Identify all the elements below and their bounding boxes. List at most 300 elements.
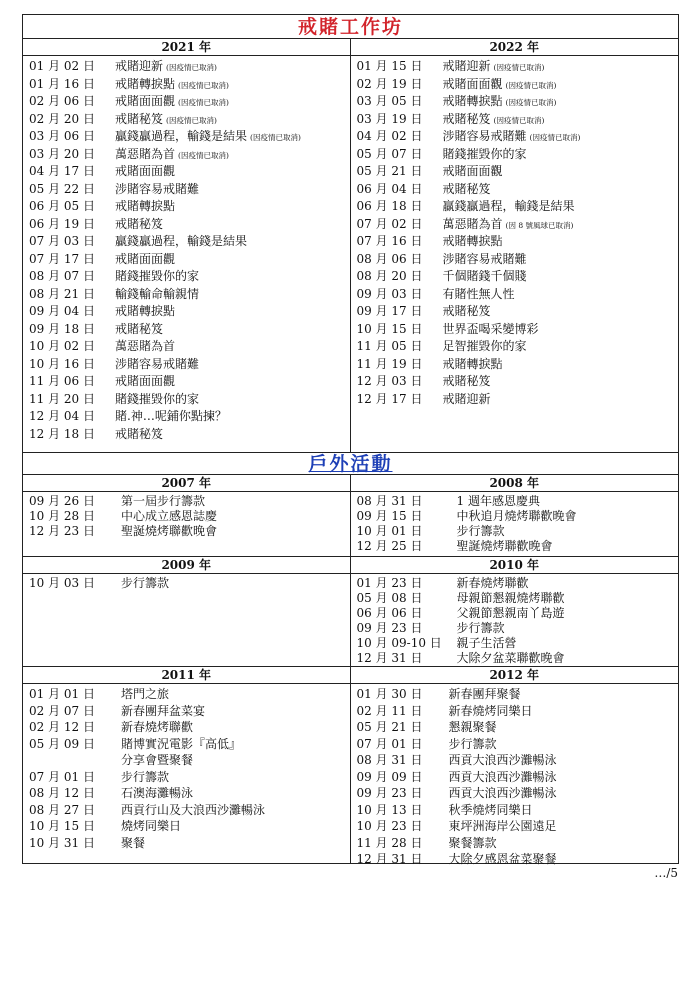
item-title	[443, 251, 679, 269]
item-text: 聚餐籌款	[448, 835, 497, 850]
item-date: 05 月 21 日	[356, 164, 423, 178]
item-title	[457, 636, 679, 651]
item-date: 05 月 07 日	[356, 146, 423, 161]
year-2012-list	[351, 684, 679, 868]
activity-table	[22, 14, 679, 864]
list-item	[29, 509, 350, 524]
item-text: 1 週年感恩慶典	[456, 494, 540, 508]
item-title	[443, 163, 679, 181]
item-title	[457, 524, 679, 539]
item-title	[115, 408, 350, 426]
list-item	[29, 736, 350, 753]
item-date: 09 月 15 日	[356, 509, 423, 523]
list-item	[357, 686, 679, 703]
item-text: 戒賭面面觀	[442, 164, 503, 178]
item-title	[443, 233, 679, 251]
list-item	[29, 251, 350, 269]
item-date: 11 月 28 日	[356, 835, 423, 850]
cancel-note: (因疫情已取消)	[178, 150, 229, 160]
item-title	[443, 373, 679, 391]
item-date: 10 月 09-10 日	[356, 636, 442, 650]
item-text: 戒賭秘笈	[442, 181, 491, 196]
item-title	[443, 303, 679, 321]
list-item	[29, 719, 350, 736]
item-title	[115, 268, 350, 286]
item-title	[449, 802, 679, 819]
list-item	[29, 111, 350, 129]
list-item	[29, 93, 350, 111]
list-item	[357, 391, 679, 409]
year-2021-list	[23, 56, 350, 443]
item-title	[121, 509, 350, 524]
item-text: 戒賭秘笈	[115, 321, 164, 336]
year-2022-column	[351, 39, 679, 452]
item-title	[115, 128, 350, 146]
item-date: 08 月 06 日	[356, 251, 423, 266]
item-date: 03 月 06 日	[29, 129, 95, 143]
item-date: 02 月 07 日	[29, 703, 95, 718]
list-item	[357, 576, 679, 591]
list-item	[357, 719, 679, 736]
list-item	[29, 321, 350, 339]
list-item	[357, 303, 679, 321]
item-date: 08 月 21 日	[29, 286, 95, 301]
item-date: 11 月 20 日	[29, 391, 95, 406]
item-title	[449, 686, 679, 703]
cancel-note: (因疫情已取消)	[493, 63, 545, 72]
cancel-note: (因 8 號風球已取消)	[505, 220, 574, 230]
item-title	[121, 785, 350, 802]
item-text: 西貢大浪西沙灘暢泳	[448, 753, 557, 767]
item-text: 世界盃喝采變博彩	[442, 321, 539, 336]
item-title	[449, 835, 679, 852]
item-text: 新春團拜聚餐	[448, 687, 521, 701]
item-text: 步行籌款	[121, 576, 170, 590]
list-item	[357, 736, 679, 753]
item-date: 08 月 31 日	[356, 494, 423, 508]
item-text: 懇親聚餐	[448, 720, 497, 734]
item-title	[443, 338, 679, 356]
item-text: 賭錢摧毀你的家	[442, 146, 527, 161]
item-date: 10 月 23 日	[356, 819, 423, 833]
list-item	[357, 651, 679, 666]
item-title	[115, 321, 350, 339]
item-title	[457, 651, 679, 666]
list-item	[357, 802, 679, 819]
item-text: 戒賭面面觀	[115, 94, 176, 108]
list-item	[357, 58, 679, 76]
year-2008-column	[351, 475, 679, 556]
list-item	[357, 539, 679, 554]
item-title	[449, 785, 679, 802]
item-title	[115, 391, 350, 409]
page-number: …/5	[654, 866, 678, 880]
cancel-note: (因疫情已取消)	[166, 63, 217, 72]
item-date: 04 月 17 日	[29, 164, 95, 178]
outdoor-row-2009-2010	[23, 557, 678, 667]
item-date: 09 月 09 日	[356, 769, 423, 784]
list-item	[29, 216, 350, 234]
item-date: 06 月 06 日	[356, 606, 423, 620]
list-item	[29, 818, 350, 835]
item-text: 戒賭轉捩點	[442, 356, 503, 371]
year-2012-header: 2012 年	[351, 667, 679, 684]
item-text: 步行籌款	[456, 524, 505, 538]
item-title	[449, 769, 679, 786]
item-text: 父親節懇親南丫島遊	[456, 606, 565, 620]
item-text: 親子生活營	[456, 636, 517, 650]
list-item	[29, 128, 350, 146]
list-item	[357, 524, 679, 539]
item-title	[115, 286, 350, 304]
item-text: 新春燒烤聯歡	[121, 720, 194, 734]
item-title	[115, 146, 350, 164]
item-date: 09 月 23 日	[356, 621, 423, 635]
item-title	[457, 539, 679, 554]
item-text: 賭錢摧毀你的家	[115, 391, 200, 406]
item-date: 05 月 21 日	[356, 720, 423, 734]
year-2007-column	[23, 475, 351, 556]
item-title	[443, 391, 679, 409]
cancel-note: (因疫情已取消)	[166, 115, 217, 125]
item-text: 戒賭轉捩點	[442, 94, 503, 108]
item-date: 05 月 09 日	[29, 736, 95, 751]
item-date: 01 月 02 日	[29, 59, 95, 73]
item-date: 12 月 03 日	[356, 374, 423, 388]
item-title	[115, 216, 350, 234]
list-item	[29, 146, 350, 164]
item-date: 10 月 02 日	[29, 339, 95, 353]
year-2009-header: 2009 年	[23, 557, 350, 574]
item-date: 12 月 23 日	[29, 524, 95, 538]
year-2021-column	[23, 39, 351, 452]
item-text: 戒賭秘笈	[115, 111, 164, 126]
item-date: 10 月 15 日	[356, 321, 423, 336]
item-text: 新春燒烤聯歡	[456, 576, 529, 590]
item-text: 有賭性無人性	[442, 286, 515, 301]
item-title	[115, 338, 350, 356]
item-text: 母親節懇親燒烤聯歡	[456, 591, 565, 605]
item-date: 05 月 22 日	[29, 181, 95, 196]
item-date: 10 月 16 日	[29, 356, 95, 371]
item-title	[121, 703, 350, 720]
year-2010-list	[351, 574, 679, 666]
item-date: 04 月 02 日	[356, 129, 423, 143]
item-title	[121, 802, 350, 819]
item-text: 戒賭秘笈	[115, 216, 164, 231]
item-title	[457, 576, 679, 591]
item-text: 新春團拜盆菜宴	[121, 703, 206, 718]
item-date: 01 月 16 日	[29, 76, 95, 91]
list-item	[357, 373, 679, 391]
item-text: 西貢大浪西沙灘暢泳	[448, 769, 557, 784]
item-text: 燒烤同樂日	[121, 819, 182, 833]
item-title	[121, 736, 350, 753]
list-item	[29, 835, 350, 852]
item-title	[115, 233, 350, 251]
list-item	[357, 233, 679, 251]
item-text: 賭錢摧毀你的家	[115, 269, 200, 283]
item-text: 戒賭轉捩點	[115, 76, 176, 91]
item-date: 08 月 20 日	[356, 269, 423, 283]
list-item	[29, 268, 350, 286]
item-title	[457, 621, 679, 636]
list-item	[29, 163, 350, 181]
item-date: 09 月 26 日	[29, 494, 95, 508]
list-item	[357, 163, 679, 181]
item-title	[457, 509, 679, 524]
year-2021-header: 2021 年	[23, 39, 350, 56]
item-text: 秋季燒烤同樂日	[448, 802, 533, 817]
item-title	[115, 356, 350, 374]
item-date: 08 月 31 日	[356, 753, 423, 767]
item-date: 09 月 18 日	[29, 321, 95, 336]
item-text: 戒賭秘笈	[442, 304, 491, 318]
item-text: 萬惡賭為首	[442, 216, 503, 231]
item-title	[115, 251, 350, 269]
cancel-note: (因疫情已取消)	[529, 133, 581, 142]
list-item	[357, 93, 679, 111]
item-title	[115, 373, 350, 391]
item-date: 12 月 18 日	[29, 426, 95, 441]
item-text: 賭.神…呢鋪你點揀？	[115, 409, 227, 423]
item-title	[115, 76, 350, 94]
item-text: 西貢行山及大浪西沙灘暢泳	[121, 802, 266, 817]
item-date: 02 月 11 日	[356, 703, 423, 718]
item-title	[121, 576, 350, 591]
list-item	[29, 785, 350, 802]
year-2011-column	[23, 667, 351, 863]
item-date: 10 月 31 日	[29, 835, 95, 850]
item-date: 10 月 13 日	[356, 802, 423, 817]
year-2012-column	[351, 667, 679, 866]
item-date: 10 月 01 日	[356, 524, 423, 538]
item-text: 戒賭迎新	[115, 59, 164, 73]
item-text: 戒賭轉捩點	[442, 234, 503, 248]
item-title	[443, 181, 679, 199]
item-date: 08 月 07 日	[29, 269, 95, 283]
item-text: 步行籌款	[456, 621, 505, 635]
list-item	[29, 576, 350, 591]
item-title	[443, 128, 679, 146]
item-date: 01 月 01 日	[29, 687, 95, 701]
outdoor-row-2011-2012	[23, 667, 678, 866]
item-date: 02 月 20 日	[29, 111, 95, 126]
item-date: 07 月 16 日	[356, 234, 423, 248]
item-title	[449, 752, 679, 769]
item-text: 涉賭容易戒賭難	[115, 356, 200, 371]
item-date: 08 月 12 日	[29, 786, 95, 800]
year-2022-header: 2022 年	[351, 39, 679, 56]
year-2008-header: 2008 年	[351, 475, 679, 492]
item-text: 戒賭秘笈	[442, 111, 491, 126]
item-text: 大除夕感恩盆菜聚餐	[448, 852, 557, 866]
item-date: 10 月 28 日	[29, 509, 95, 523]
list-item	[357, 321, 679, 339]
list-item	[357, 76, 679, 94]
item-text: 賭博實況電影『高低』	[121, 736, 242, 751]
item-date: 03 月 20 日	[29, 146, 95, 161]
item-date: 06 月 18 日	[356, 199, 423, 213]
item-date: 12 月 31 日	[356, 852, 423, 866]
item-text: 足智摧毀你的家	[442, 339, 527, 353]
item-date: 10 月 15 日	[29, 819, 95, 833]
item-title	[115, 198, 350, 216]
item-title	[115, 58, 350, 76]
list-item	[29, 524, 350, 539]
list-item	[357, 111, 679, 129]
item-text: 輸錢輸命輸親情	[115, 286, 200, 301]
year-2007-header: 2007 年	[23, 475, 350, 492]
item-date: 12 月 31 日	[356, 651, 423, 665]
item-text: 涉賭容易戒賭難	[442, 129, 527, 143]
item-date: 06 月 19 日	[29, 216, 95, 231]
list-item	[29, 373, 350, 391]
item-date: 01 月 15 日	[356, 59, 423, 73]
year-2011-list	[23, 684, 350, 851]
list-item	[357, 769, 679, 786]
item-title	[115, 93, 350, 111]
item-title	[443, 111, 679, 129]
item-text: 戒賭秘笈	[115, 426, 164, 441]
item-title	[449, 719, 679, 736]
item-date: 09 月 03 日	[356, 286, 423, 301]
list-item	[357, 286, 679, 304]
item-text: 萬惡賭為首	[115, 146, 176, 161]
item-text: 萬惡賭為首	[115, 339, 176, 353]
item-text: 戒賭面面觀	[115, 164, 176, 178]
item-date: 09 月 04 日	[29, 304, 95, 318]
item-text: 戒賭迎新	[442, 391, 491, 406]
list-item	[29, 338, 350, 356]
outdoor-row-2007-2008	[23, 475, 678, 557]
list-item	[29, 286, 350, 304]
item-text: 千個賭錢千個賤	[442, 269, 527, 283]
item-text: 新春燒烤同樂日	[448, 703, 533, 718]
item-title	[457, 606, 679, 621]
item-title	[121, 524, 350, 539]
list-item	[357, 835, 679, 852]
list-item	[29, 686, 350, 703]
list-item	[29, 408, 350, 426]
item-date: 12 月 04 日	[29, 409, 95, 423]
item-title	[443, 268, 679, 286]
item-text: 贏錢贏過程，輸錢是結果	[442, 199, 575, 213]
item-title	[443, 76, 679, 94]
item-text: 西貢大浪西沙灘暢泳	[448, 786, 557, 800]
item-date: 09 月 23 日	[356, 786, 423, 800]
cancel-note: (因疫情已取消)	[493, 115, 545, 125]
list-item	[357, 181, 679, 199]
item-text: 戒賭秘笈	[442, 374, 491, 388]
item-date: 09 月 17 日	[356, 304, 423, 318]
list-item	[29, 233, 350, 251]
item-text: 大除夕盆菜聯歡晚會	[456, 651, 565, 665]
item-date: 07 月 17 日	[29, 251, 95, 266]
cancel-note: (因疫情已取消)	[178, 80, 229, 90]
outdoor-activities-title: 戶外活動	[23, 453, 678, 475]
item-text: 步行籌款	[448, 736, 497, 751]
list-item	[29, 494, 350, 509]
item-title	[457, 494, 679, 509]
list-item	[357, 198, 679, 216]
item-title	[121, 719, 350, 736]
item-text: 中心成立感恩誌慶	[121, 509, 218, 523]
year-2009-list	[23, 574, 350, 591]
year-2022-list	[351, 56, 679, 408]
item-title	[443, 198, 679, 216]
item-title	[449, 736, 679, 753]
item-date: 06 月 04 日	[356, 181, 423, 196]
list-item	[357, 146, 679, 164]
cancel-note: (因疫情已取消)	[178, 98, 229, 107]
item-date: 07 月 01 日	[29, 769, 95, 784]
list-item	[29, 426, 350, 444]
item-title	[457, 591, 679, 606]
list-item	[29, 769, 350, 786]
item-date: 01 月 23 日	[356, 576, 423, 590]
item-date: 02 月 06 日	[29, 94, 95, 108]
item-text: 戒賭面面觀	[115, 374, 176, 388]
item-title	[121, 494, 350, 509]
item-text: 步行籌款	[121, 769, 170, 784]
year-2010-header: 2010 年	[351, 557, 679, 574]
item-title	[115, 426, 350, 444]
item-date: 11 月 19 日	[356, 356, 423, 371]
item-date: 12 月 25 日	[356, 539, 423, 553]
list-item	[357, 818, 679, 835]
gambling-workshop-title: 戒賭工作坊	[23, 15, 678, 39]
item-date: 07 月 02 日	[356, 216, 423, 231]
list-item	[29, 76, 350, 94]
item-date: 05 月 08 日	[356, 591, 423, 605]
item-title	[115, 163, 350, 181]
item-date: 03 月 05 日	[356, 94, 423, 108]
list-item	[357, 356, 679, 374]
item-title	[443, 58, 679, 76]
item-text: 第一屆步行籌款	[121, 494, 206, 508]
item-date: 07 月 01 日	[356, 736, 423, 751]
list-item	[357, 636, 679, 651]
item-date: 11 月 06 日	[29, 374, 95, 388]
item-title	[443, 356, 679, 374]
item-text: 戒賭面面觀	[442, 76, 503, 91]
list-item	[29, 391, 350, 409]
item-text: 涉賭容易戒賭難	[442, 251, 527, 266]
list-item	[29, 58, 350, 76]
list-item	[29, 802, 350, 819]
item-text: 聚餐	[121, 835, 146, 850]
item-title	[449, 851, 679, 868]
item-text: 聖誕燒烤聯歡晚會	[456, 539, 553, 553]
item-title	[121, 686, 350, 703]
list-item	[29, 181, 350, 199]
item-text: 石澳海灘暢泳	[121, 786, 194, 800]
item-text: 戒賭轉捩點	[115, 304, 176, 318]
item-title	[443, 216, 679, 234]
item-title	[449, 818, 679, 835]
item-text: 涉賭容易戒賭難	[115, 181, 200, 196]
item-title	[115, 181, 350, 199]
cancel-note: (因疫情已取消)	[250, 133, 301, 142]
list-item	[357, 591, 679, 606]
item-text: 贏錢贏過程，輸錢是結果	[115, 234, 248, 248]
item-date: 03 月 19 日	[356, 111, 423, 126]
list-item	[357, 785, 679, 802]
item-text: 中秋追月燒烤聯歡晚會	[456, 509, 577, 523]
year-2007-list	[23, 492, 350, 539]
item-text: 聖誕燒烤聯歡晚會	[121, 524, 218, 538]
